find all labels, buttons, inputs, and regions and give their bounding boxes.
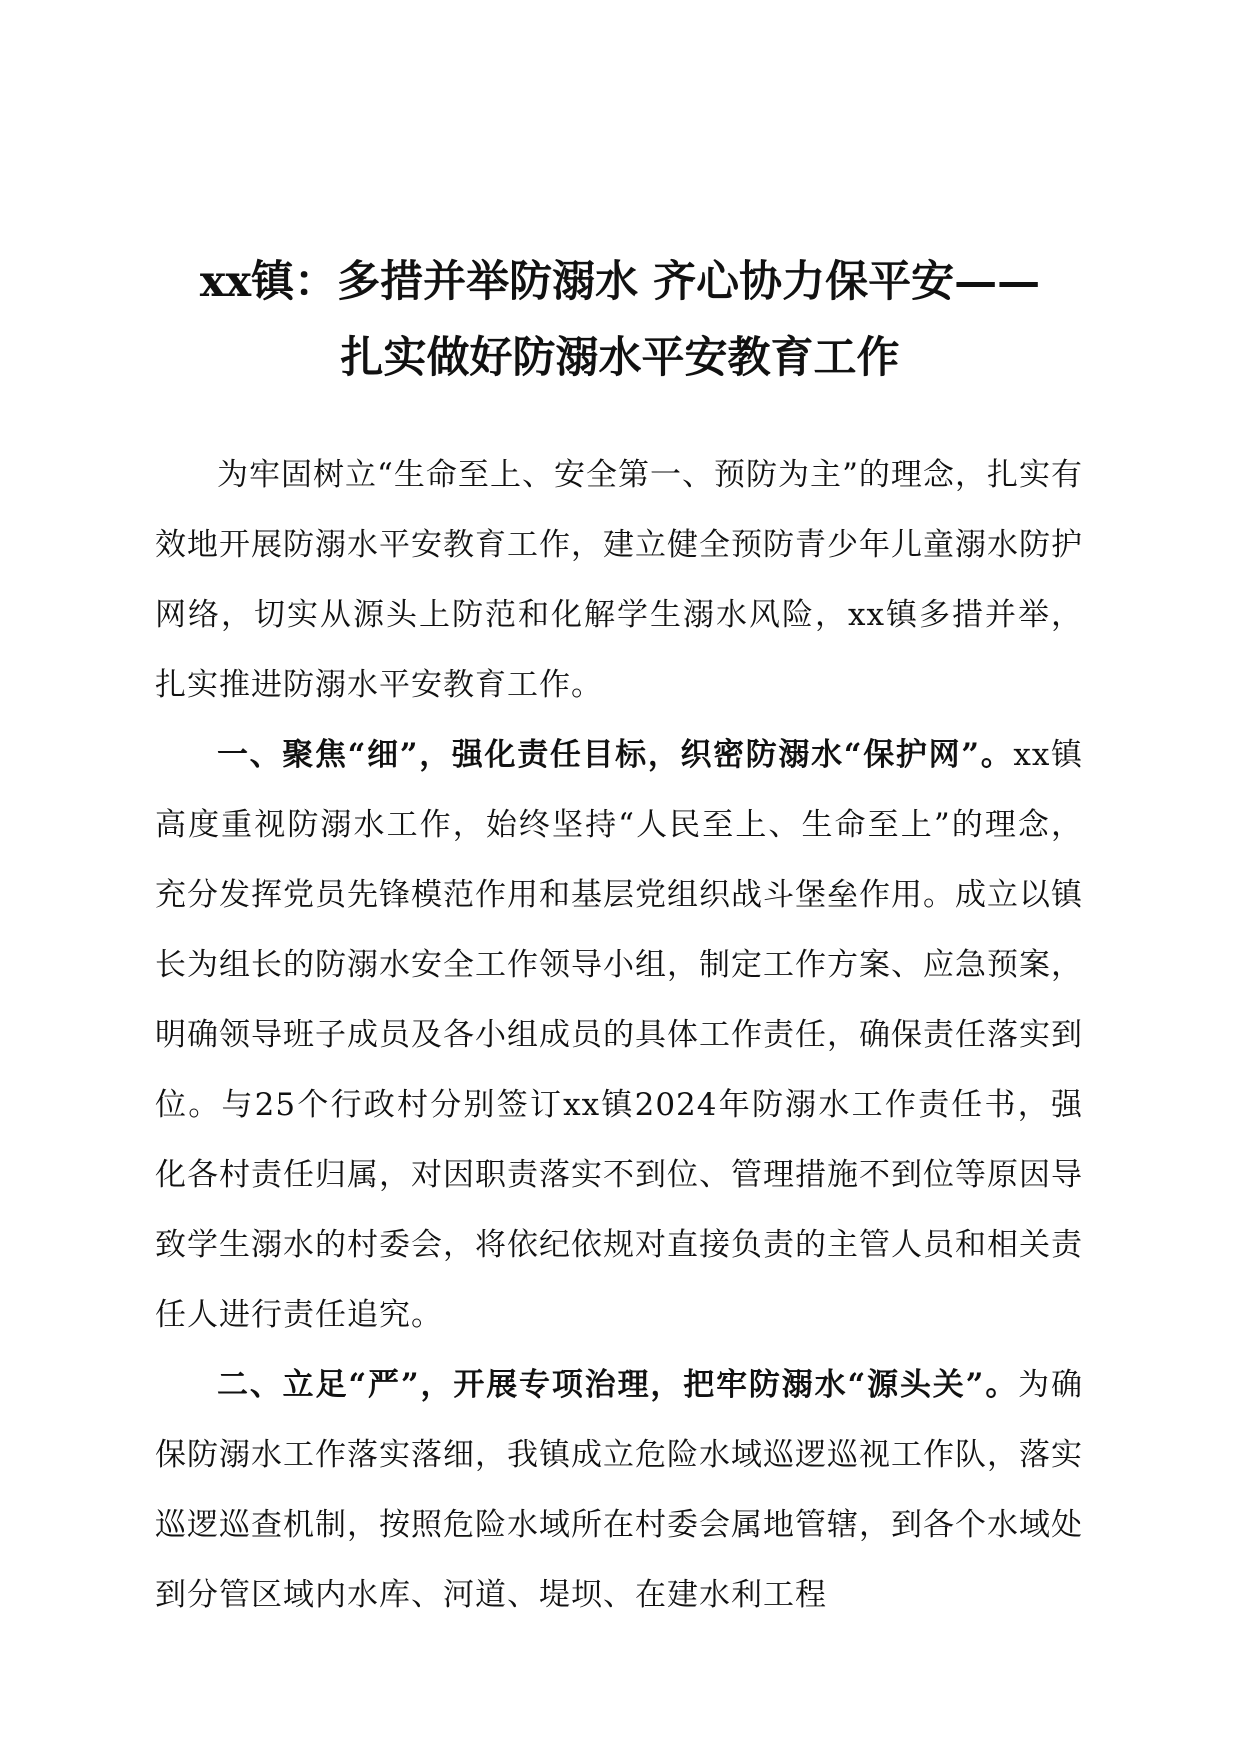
intro-paragraph: 为牢固树立“生命至上、安全第一、预防为主”的理念，扎实有效地开展防溺水平安教育工作，建立健全预防青少年儿童溺水防护网络，切实从源头上防范和化解学生溺水风险，xx镇多措并举，扎实推进防溺水平安教育工作。 [155, 457, 1083, 703]
document-body [155, 440, 1083, 1630]
section-2-text: 为确保防溺水工作落实落细，我镇成立危险水域巡逻巡视工作队，落实巡逻巡查机制，按照危险水域所在村委会属地管辖，到各个水域处到分管区域内水库、河道、堤坝、在建水利工程 [155, 1367, 1083, 1613]
section-1-text: xx镇高度重视防溺水工作，始终坚持“人民至上、生命至上”的理念，充分发挥党员先锋模范作用和基层党组织战斗堡垒作用。成立以镇长为组长的防溺水安全工作领导小组，制定工作方案、应急预案，明确领导班子成员及各小组成员的具体工作责任，确保责任落实到位。与25个行政村分别签订xx镇2024年防溺水工作责任书，强化各村责任归属，对因职责落实不到位、管理措施不到位等原因导致学生溺水的村委会，将依纪依规对直接负责的主管人员和相关责任人进行责任追究。 [155, 737, 1083, 1333]
title-line-1: xx镇：多措并举防溺水 齐心协力保平安—— [199, 256, 1041, 307]
section-1-heading: 一、聚焦“细”，强化责任目标，织密防溺水“保护网”。 [217, 737, 1014, 773]
section-2-paragraph [155, 1350, 1083, 1630]
section-2-heading: 二、立足“严”，开展专项治理，把牢防溺水“源头关”。 [217, 1367, 1019, 1403]
document-title [150, 244, 1090, 396]
title-line-2: 扎实做好防溺水平安教育工作 [340, 332, 900, 383]
section-1-paragraph [155, 720, 1083, 1350]
